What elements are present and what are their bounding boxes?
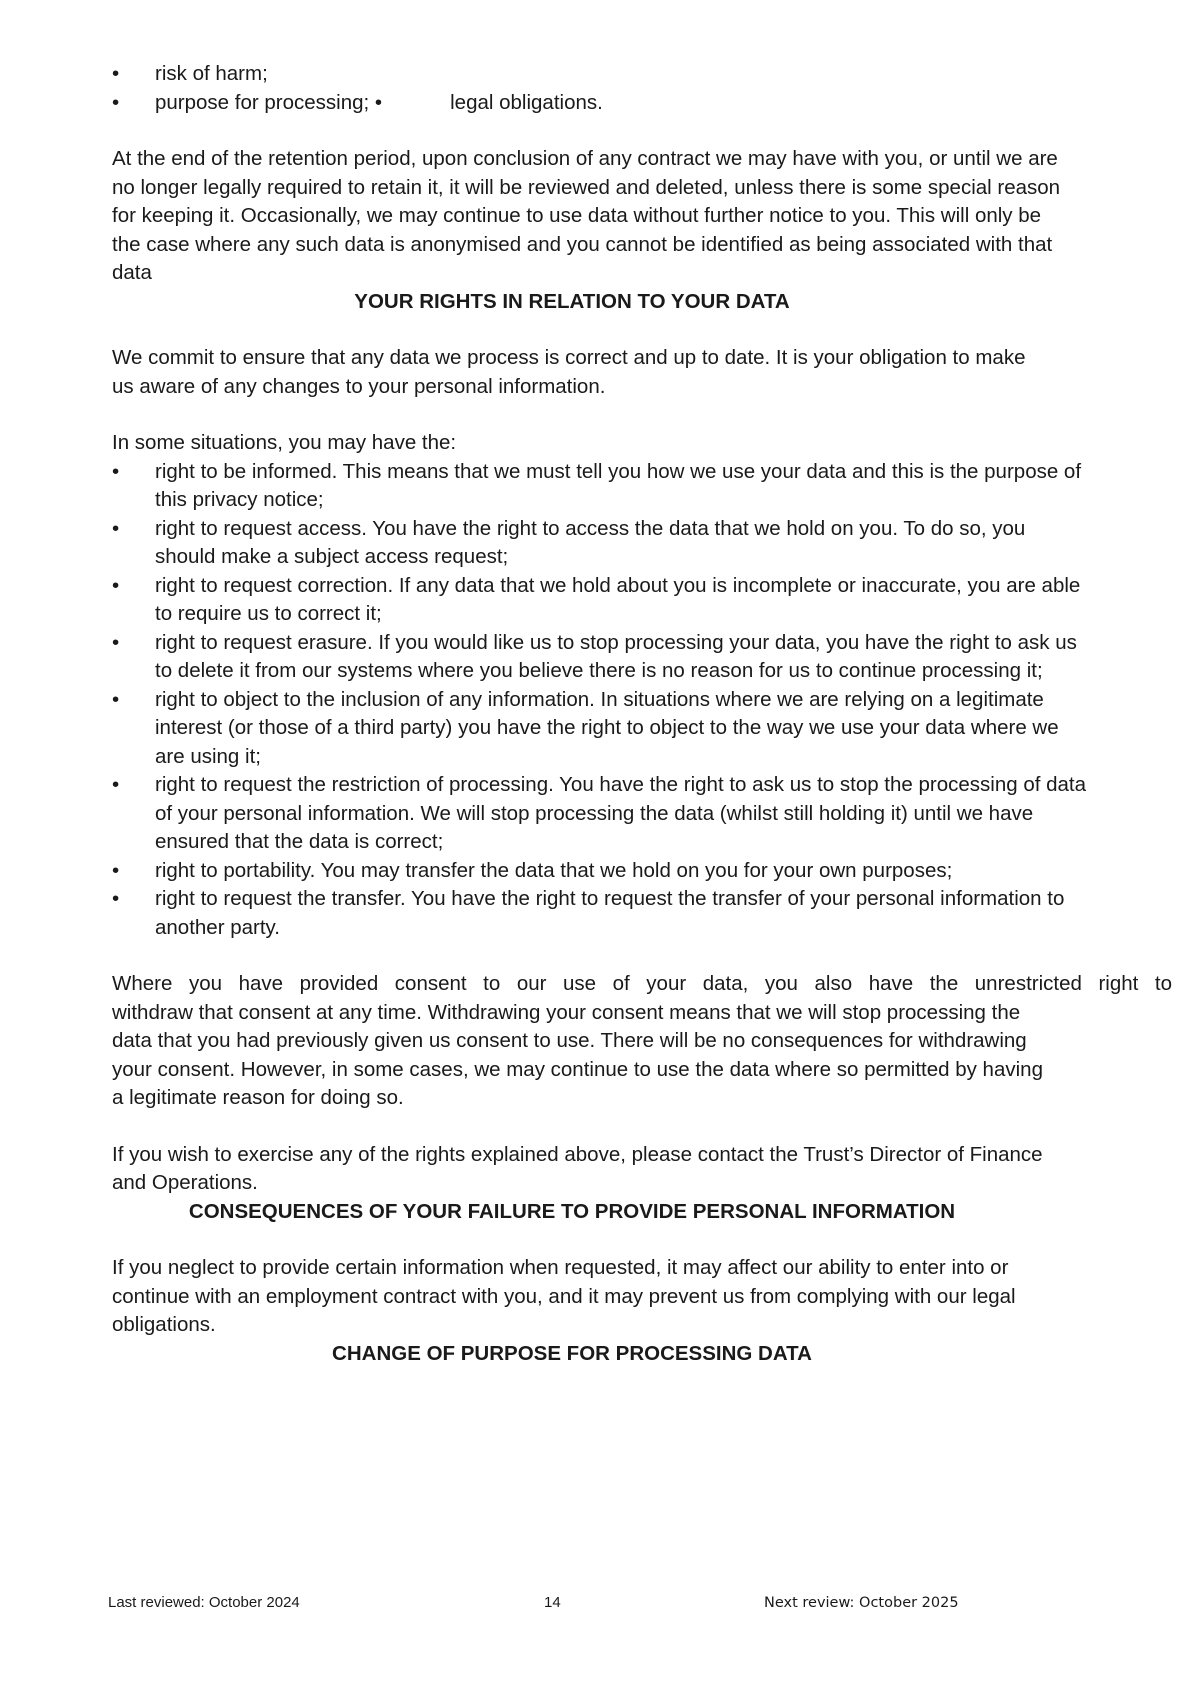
consequences-paragraph: If you neglect to provide certain information when requested, it may affect our ability to enter into or continue with an employment contract with you, and it may prevent us from complying with our legal obligations. — [112, 1256, 1016, 1336]
list-item-text: right to request the transfer. You have the right to request the transfer of your personal information to another party. — [155, 887, 1065, 939]
list-item-text: right to request erasure. If you would like us to stop processing your data, you have the right to ask us to delete it from our systems where you believe there is no reason for us to continue processing it; — [155, 630, 1077, 682]
list-item — [112, 89, 1172, 118]
bullet-icon: • — [112, 687, 120, 711]
rights-lead-paragraph: In some situations, you may have the: — [112, 431, 457, 454]
consent-paragraph-line1: Where you have provided consent to our use of your data, you also have the unrestricted right to — [112, 972, 1172, 995]
bullet-icon: • — [112, 773, 120, 796]
bullet-icon: • — [112, 90, 120, 114]
list-item-text: right to portability. You may transfer the data that we hold on you for your own purposes; — [155, 858, 953, 882]
list-item-text: risk of harm; — [155, 62, 268, 85]
list-item-text: right to be informed. This means that we must tell you how we use your data and this is the purpose of this privacy notice; — [155, 459, 1082, 511]
change-of-purpose-heading: CHANGE OF PURPOSE FOR PROCESSING DATA — [332, 1341, 812, 1365]
list-item — [112, 771, 1087, 857]
intro-bullet-list — [112, 60, 1172, 117]
exercise-rights-paragraph: If you wish to exercise any of the rights explained above, please contact the Trust’s Director of Finance and Operations. — [112, 1142, 1043, 1194]
next-review-label: Next review: October 2025 — [764, 1595, 959, 1611]
bullet-icon: • — [112, 630, 120, 654]
list-item-text: right to request the restriction of processing. You have the right to ask us to stop the processing of data of your personal information. We will stop processing the data (whilst still holding it) until we have ensured that the data is correct; — [155, 773, 1087, 853]
list-item-text: purpose for processing; • — [155, 90, 383, 114]
list-item — [112, 885, 1087, 942]
bullet-icon: • — [112, 858, 120, 882]
rights-heading: YOUR RIGHTS IN RELATION TO YOUR DATA — [354, 289, 790, 313]
list-item-text: right to request access. You have the right to access the data that we hold on you. To do so, you should make a subject access request; — [155, 516, 1026, 568]
list-item — [112, 857, 1087, 886]
bullet-icon: • — [112, 62, 120, 85]
retention-paragraph: At the end of the retention period, upon conclusion of any contract we may have with you, or until we are no longer legally required to retain it, it will be reviewed and deleted, unless there is some special reason for keeping it. Occasionally, we may continue to use data without further notice to you. This will only be the case where any such data is anonymised and you cannot be identified as being associated with that data — [112, 147, 1061, 284]
list-item-text: right to request correction. If any data that we hold about you is incomplete or inaccurate, you are able to require us to correct it; — [155, 573, 1081, 625]
page-content — [112, 60, 1172, 1368]
page-number: 14 — [544, 1594, 561, 1611]
consequences-heading: CONSEQUENCES OF YOUR FAILURE TO PROVIDE PERSONAL INFORMATION — [188, 1199, 956, 1223]
bullet-icon: • — [112, 573, 120, 597]
consent-paragraph-rest: withdraw that consent at any time. Withdrawing your consent means that we will stop processing the data that you had previously given us consent to use. There will be no consequences for withdrawing your consent. However, in some cases, we may continue to use the data where so permitted by having a legitimate reason for doing so. — [112, 1000, 1043, 1109]
bullet-icon: • — [112, 459, 120, 483]
list-item-text: right to object to the inclusion of any information. In situations where we are relying on a legitimate interest (or those of a third party) you have the right to object to the way we use your data where we are using it; — [155, 687, 1059, 768]
page-footer — [0, 1593, 1191, 1617]
list-item — [112, 458, 1087, 515]
list-item — [112, 572, 1087, 629]
bullet-icon: • — [112, 516, 120, 540]
last-reviewed-label: Last reviewed: October 2024 — [108, 1594, 300, 1611]
list-item — [112, 686, 1087, 772]
list-item — [112, 60, 1172, 89]
rights-intro-paragraph: We commit to ensure that any data we process is correct and up to date. It is your obligation to make us aware of any changes to your personal information. — [112, 346, 1026, 398]
list-item-text: legal obligations. — [450, 90, 603, 114]
bullet-icon: • — [112, 887, 120, 910]
consent-paragraph — [112, 970, 1172, 1113]
list-item — [112, 515, 1087, 572]
list-item — [112, 629, 1087, 686]
rights-list — [112, 458, 1087, 943]
